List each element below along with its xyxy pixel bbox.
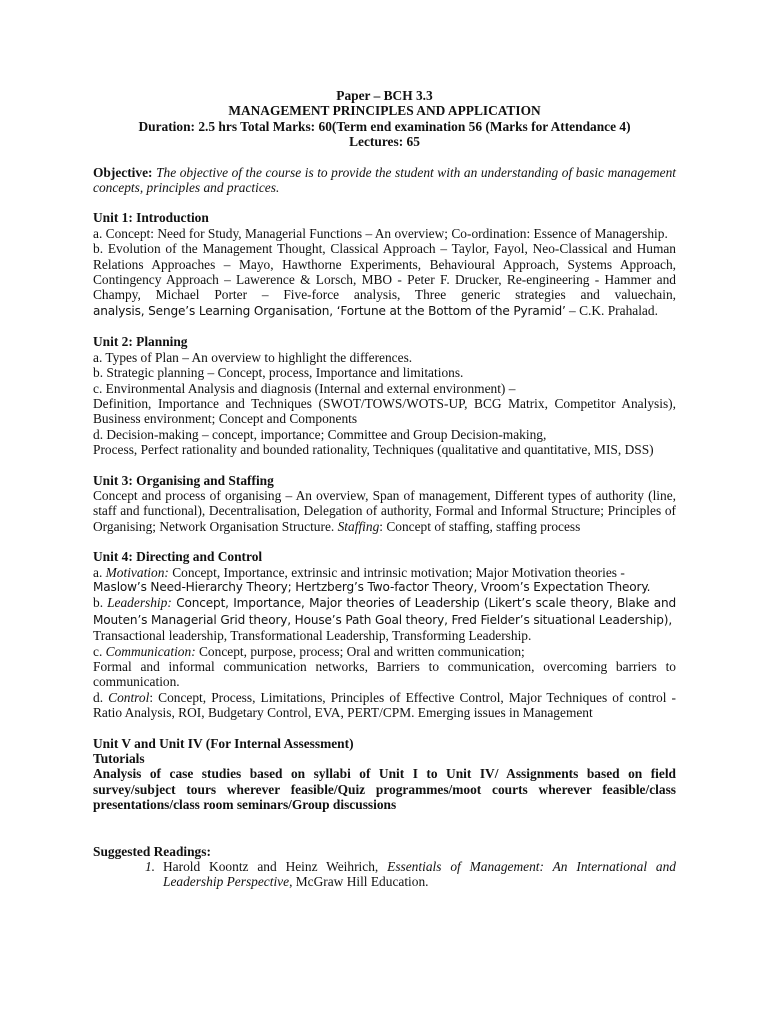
- paper-code: Paper – BCH 3.3: [336, 88, 433, 103]
- unit1-a: a. Concept: Need for Study, Managerial Functions – An overview; Co-ordination: Essence of Managership.: [93, 225, 668, 241]
- unit2-a: a. Types of Plan – An overview to highlight the differences.: [93, 349, 413, 365]
- unit1-b: b. Evolution of the Management Thought, Classical Approach – Taylor, Fayol, Neo-Classical and Human Relations Approaches – Mayo, Hawthorne Experiments, Behavioural Approach, Systems Approach, Contingency Approach – Lawerence & Lorsch, MBO - Peter F. Drucker, Re-engineering - Hammer and Champy, Michael Porter – Five-force analysis, Three generic strategies and valuechain,: [93, 241, 676, 303]
- unit4-d-text: : Concept, Process, Limitations, Principles of Effective Control, Major Techniques of control - Ratio Analysis, ROI, Budgetary Control, EVA, PERT/CPM. Emerging issues in Management: [93, 689, 677, 721]
- unit2-c: c. Environmental Analysis and diagnosis (Internal and external environment) –: [93, 380, 516, 396]
- unit1-heading: Unit 1: Introduction: [93, 210, 209, 226]
- objective: [93, 165, 676, 196]
- unit4-b: [93, 595, 676, 628]
- syllabus-page: [93, 88, 676, 890]
- control-label: Control: [108, 689, 150, 705]
- staffing-text: : Concept of staffing, staffing process: [379, 518, 581, 534]
- unit4-c-text: Concept, purpose, process; Oral and written communication;: [195, 643, 525, 659]
- unit3-heading: Unit 3: Organising and Staffing: [93, 472, 274, 488]
- unit4-b-text: Concept, Importance, Major theories of Leadership (Likert’s scale theory, Blake and Mouten’s Managerial Grid theory, House’s Path Goal theory, Fred Fielder’s situational Leadership),: [93, 596, 677, 627]
- leadership-label: Leadership:: [107, 595, 172, 611]
- tutorials-heading: Tutorials: [93, 751, 145, 767]
- unit4-heading: Unit 4: Directing and Control: [93, 549, 263, 565]
- unit3-body: Concept and process of organising – An overview, Span of management, Different types of authority (line, staff and functional), Decentralisation, Delegation of authority, Formal and Informal Structure; Principles of Organising; Network Organisation Structure.: [93, 487, 676, 534]
- unit3-text: [93, 488, 676, 534]
- unit2-d-continued: Process, Perfect rationality and bounded rationality, Techniques (qualitative and quantitative, MIS, DSS): [93, 442, 654, 458]
- duration-line: Duration: 2.5 hrs Total Marks: 60(Term end examination 56 (Marks for Attendance 4): [138, 118, 631, 134]
- unit2-c-continued: Definition, Importance and Techniques (SWOT/TOWS/WOTS-UP, BCG Matrix, Competitor Analysis), Business environment; Concept and Components: [93, 395, 676, 427]
- unit4-a-text: Concept, Importance, extrinsic and intrinsic motivation; Major Motivation theories -: [168, 564, 625, 580]
- unit4-b-prefix: b.: [93, 595, 108, 611]
- unit2-d: d. Decision-making – concept, importance; Committee and Group Decision-making,: [93, 426, 547, 442]
- unit5-heading: Unit V and Unit IV (For Internal Assessment): [93, 735, 354, 751]
- unit4-d: [93, 690, 676, 721]
- reading-text: [163, 859, 676, 890]
- communication-label: Communication:: [105, 643, 196, 659]
- reading-item: [93, 859, 676, 890]
- reading-title: Essentials of Management: An International and Leadership Perspective: [163, 859, 676, 890]
- staffing-label: Staffing: [337, 518, 380, 534]
- unit4-a: [93, 565, 676, 580]
- objective-text: The objective of the course is to provide the student with an understanding of basic management concepts, principles and practices.: [93, 164, 676, 196]
- unit4-d-prefix: d.: [93, 689, 109, 705]
- reading-number: 1.: [144, 859, 155, 875]
- readings-heading: Suggested Readings:: [93, 843, 211, 859]
- course-title: MANAGEMENT PRINCIPLES AND APPLICATION: [228, 103, 541, 119]
- unit4-c-continued: Formal and informal communication networks, Barriers to communication, overcoming barriers to communication.: [93, 659, 676, 690]
- reading-publisher: , McGraw Hill Education.: [289, 874, 429, 890]
- unit2-heading: Unit 2: Planning: [93, 334, 188, 350]
- unit4-c-prefix: c.: [93, 643, 106, 659]
- motivation-label: Motivation:: [105, 564, 169, 580]
- objective-label: Objective:: [93, 164, 153, 180]
- unit1-b-continued-serif: – C.K. Prahalad.: [565, 302, 658, 318]
- tutorials-text: Analysis of case studies based on syllabi of Unit I to Unit IV/ Assignments based on field survey/subject tours wherever feasible/Quiz programmes/moot courts wherever feasible/class presentations/class room seminars/Group discussions: [93, 766, 676, 813]
- unit4-c: [93, 644, 676, 659]
- unit4-a-continued: Maslow’s Need-Hierarchy Theory; Hertzberg’s Two-factor Theory, Vroom’s Expectation Theory.: [93, 579, 651, 594]
- unit4-a-prefix: a.: [93, 564, 106, 580]
- lectures-line: Lectures: 65: [349, 134, 420, 150]
- reading-authors: Harold Koontz and Heinz Weihrich,: [163, 859, 388, 875]
- unit1-b-continued-sans: analysis, Senge’s Learning Organisation, ‘Fortune at the Bottom of the Pyramid’: [93, 303, 566, 318]
- unit4-b-continued: Transactional leadership, Transformational Leadership, Transforming Leadership.: [93, 628, 532, 644]
- unit2-b: b. Strategic planning – Concept, process, Importance and limitations.: [93, 365, 464, 381]
- unit1-b-continued: [93, 303, 676, 319]
